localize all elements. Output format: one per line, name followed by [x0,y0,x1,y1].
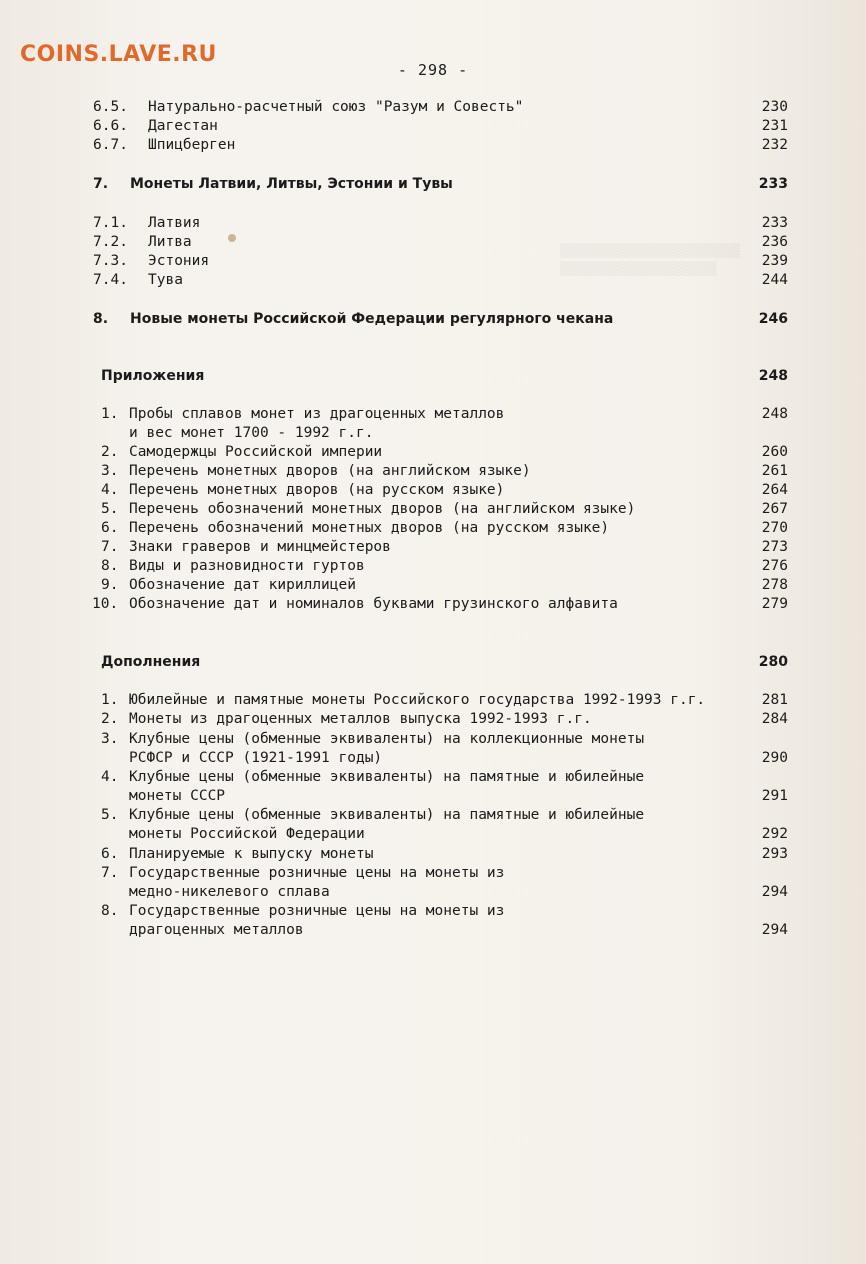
entry-title: Виды и разновидности гуртов [129,558,365,574]
toc-entry-continuation [0,787,866,806]
toc-entry [0,730,866,749]
entry-page: 239 [761,253,788,269]
toc-entry [0,557,866,576]
toc-entry [0,405,866,424]
toc-section [0,310,866,329]
entry-title: Перечень обозначений монетных дворов (на русском языке) [129,520,610,536]
entry-title: Юбилейные и памятные монеты Российского государства 1992-1993 г.г. [129,692,706,708]
entry-page: 291 [761,788,788,804]
entry-title: монеты СССР [129,788,226,804]
section-number: 7. [93,176,109,192]
toc-entry [0,233,866,252]
entry-title: Государственные розничные цены на монеты из [129,865,505,881]
entry-number: 7.4. [93,272,128,288]
entry-title: драгоценных металлов [129,922,304,938]
toc-entry [0,576,866,595]
entry-title: Клубные цены (обменные эквиваленты) на памятные и юбилейные [129,807,645,823]
toc-entry [0,691,866,710]
entry-title: и вес монет 1700 - 1992 г.г. [129,425,374,441]
entry-title: Клубные цены (обменные эквиваленты) на коллекционные монеты [129,731,645,747]
entry-number: 6.7. [93,137,128,153]
entry-page: 231 [761,118,788,134]
toc-section [0,653,866,672]
toc-entry [0,98,866,117]
entry-page: 267 [761,501,788,517]
entry-number: 7.1. [93,215,128,231]
entry-title: Латвия [148,215,201,231]
entry-title: Пробы сплавов монет из драгоценных металлов [129,406,505,422]
entry-number: 7. [101,539,119,555]
entry-number: 2. [101,444,119,460]
entry-number: 6. [101,520,119,536]
entry-title: Перечень монетных дворов (на русском языке) [129,482,505,498]
bleed-through: ▒▒▒▒▒▒▒▒▒▒▒▒▒▒▒▒▒▒▒▒▒▒▒ [560,244,741,259]
entry-title: Клубные цены (обменные эквиваленты) на памятные и юбилейные [129,769,645,785]
entry-title: Перечень обозначений монетных дворов (на английском языке) [129,501,636,517]
entry-title: Планируемые к выпуску монеты [129,846,374,862]
toc-entry [0,538,866,557]
toc-entry-continuation [0,921,866,940]
entry-number: 1. [101,406,119,422]
section-page: 233 [758,176,788,192]
entry-page: 261 [761,463,788,479]
entry-number: 5. [101,501,119,517]
entry-number: 2. [101,711,119,727]
entry-page: 273 [761,539,788,555]
toc-entry [0,845,866,864]
entry-number: 7. [101,865,119,881]
entry-page: 244 [761,272,788,288]
entry-number: 7.3. [93,253,128,269]
entry-number: 7.2. [93,234,128,250]
entry-number: 6.5. [93,99,128,115]
entry-title: Шпицберген [148,137,236,153]
entry-page: 278 [761,577,788,593]
entry-number: 8. [101,558,119,574]
entry-title: Знаки граверов и минцмейстеров [129,539,391,555]
toc-entry [0,806,866,825]
toc-entry [0,500,866,519]
toc-entry [0,519,866,538]
toc-entry [0,595,866,614]
toc-entry [0,768,866,787]
entry-title: Обозначение дат и номиналов буквами грузинского алфавита [129,596,618,612]
toc-section [0,367,866,386]
toc-entry-continuation [0,825,866,844]
entry-number: 4. [101,482,119,498]
page-number: - 298 - [397,61,469,79]
toc-entry [0,271,866,290]
paper-stain [228,234,236,242]
entry-number: 3. [101,463,119,479]
toc-entry [0,902,866,921]
entry-page: 270 [761,520,788,536]
entry-number: 1. [101,692,119,708]
toc-entry [0,710,866,729]
section-title: Приложения [101,368,205,384]
entry-title: Самодержцы Российской империи [129,444,383,460]
entry-number: 4. [101,769,119,785]
section-page: 246 [758,311,788,327]
entry-page: 290 [761,750,788,766]
toc-entry [0,136,866,155]
entry-page: 281 [761,692,788,708]
toc-entry [0,864,866,883]
toc-entry-continuation [0,883,866,902]
entry-number: 6. [101,846,119,862]
entry-number: 8. [101,903,119,919]
entry-title: Монеты из драгоценных металлов выпуска 1992-1993 г.г. [129,711,592,727]
toc-entry-continuation [0,749,866,768]
toc-entry [0,252,866,271]
entry-number: 9. [101,577,119,593]
entry-page: 292 [761,826,788,842]
entry-page: 279 [761,596,788,612]
site-watermark: COINS.LAVE.RU [20,42,217,67]
entry-page: 293 [761,846,788,862]
entry-title: Обозначение дат кириллицей [129,577,356,593]
entry-page: 260 [761,444,788,460]
section-page: 280 [758,654,788,670]
entry-title: Литва [148,234,192,250]
entry-title: Тува [148,272,183,288]
entry-page: 232 [761,137,788,153]
toc-entry [0,214,866,233]
toc-section [0,175,866,194]
entry-number: 6.6. [93,118,128,134]
section-title: Монеты Латвии, Литвы, Эстонии и Тувы [130,176,453,192]
entry-title: РСФСР и СССР (1921-1991 годы) [129,750,383,766]
entry-title: медно-никелевого сплава [129,884,330,900]
entry-page: 248 [761,406,788,422]
section-number: 8. [93,311,109,327]
entry-title: Дагестан [148,118,218,134]
entry-page: 236 [761,234,788,250]
toc-entry [0,481,866,500]
entry-page: 276 [761,558,788,574]
entry-number: 5. [101,807,119,823]
entry-title: Перечень монетных дворов (на английском языке) [129,463,531,479]
entry-page: 264 [761,482,788,498]
entry-title: монеты Российской Федерации [129,826,365,842]
section-title: Дополнения [101,654,201,670]
section-page: 248 [758,368,788,384]
toc-entry [0,462,866,481]
entry-page: 294 [761,922,788,938]
entry-title: Эстония [148,253,210,269]
entry-page: 233 [761,215,788,231]
toc-entry [0,443,866,462]
entry-title: Государственные розничные цены на монеты из [129,903,505,919]
section-title: Новые монеты Российской Федерации регулярного чекана [130,311,614,327]
entry-page: 294 [761,884,788,900]
entry-page: 230 [761,99,788,115]
entry-number: 3. [101,731,119,747]
entry-number: 10. [92,596,119,612]
toc-entry [0,117,866,136]
bleed-through: ▒▒▒▒▒▒▒▒▒▒▒▒▒▒▒▒▒▒▒▒ [560,262,717,277]
toc-entry-continuation [0,424,866,443]
entry-title: Натурально-расчетный союз "Разум и Совесть" [148,99,524,115]
entry-page: 284 [761,711,788,727]
